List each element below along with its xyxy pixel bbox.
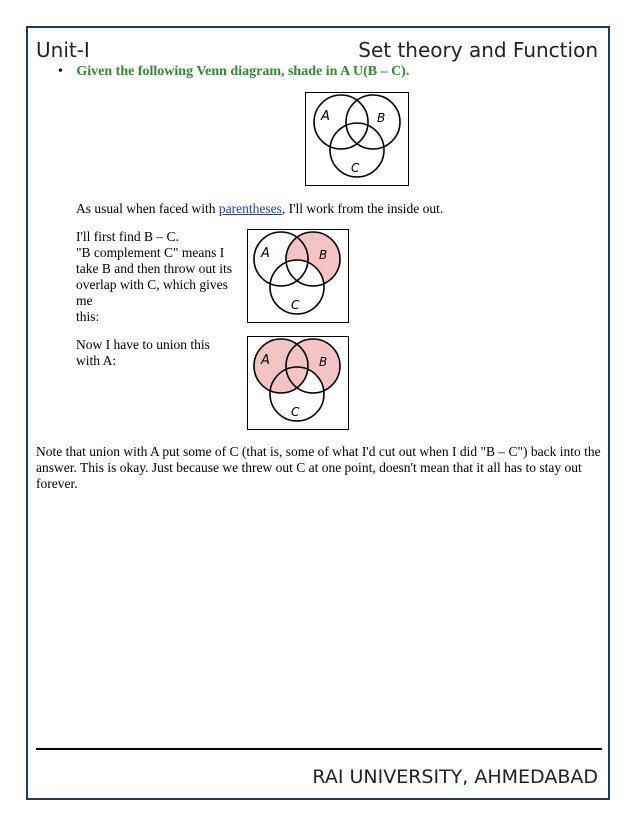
step1-line: I'll first find B – C. xyxy=(76,229,179,244)
bullet-icon: • xyxy=(58,64,63,79)
intro-paragraph xyxy=(76,201,443,217)
venn-diagram-plain xyxy=(305,92,409,186)
label-a: A xyxy=(321,109,330,124)
label-a: A xyxy=(261,246,270,261)
step1-line: this: xyxy=(76,309,100,324)
note-line: answer. This is okay. Just because we threw out C at one point, doesn't mean that it all has to stay out forever. xyxy=(36,460,582,491)
university-name: RAI UNIVERSITY, AHMEDABAD xyxy=(312,766,598,788)
label-b: B xyxy=(319,248,328,262)
label-b: B xyxy=(319,355,328,369)
label-c: C xyxy=(351,161,360,175)
step1-line: overlap with C, which gives me xyxy=(76,277,228,308)
intro-text-start: As usual when faced with xyxy=(76,201,219,216)
intro-text-end: , I'll work from the inside out. xyxy=(281,201,444,216)
chapter-title: Set theory and Function xyxy=(358,38,598,62)
step2-paragraph xyxy=(76,337,246,369)
venn-diagram-b-minus-c xyxy=(247,229,349,323)
footer-divider xyxy=(36,748,602,750)
label-c: C xyxy=(291,405,300,419)
label-b: B xyxy=(377,111,386,125)
question-text: Given the following Venn diagram, shade in A U(B – C). xyxy=(76,64,410,79)
label-a: A xyxy=(261,353,270,368)
note-line: Note that union with A put some of C (that is, some of what I'd cut out when I did "B – C") back into the xyxy=(36,444,601,459)
step2-line: with A: xyxy=(76,353,117,368)
parentheses-link[interactable]: parentheses xyxy=(218,201,282,216)
step1-line: take B and then throw out its xyxy=(76,261,232,276)
unit-label: Unit-I xyxy=(36,38,90,62)
venn-diagram-a-union-b-minus-c xyxy=(247,336,349,430)
step1-line: "B complement C" means I xyxy=(76,245,225,260)
step2-line: Now I have to union this xyxy=(76,337,210,352)
label-c: C xyxy=(291,298,300,312)
question-line xyxy=(58,64,409,80)
note-paragraph xyxy=(36,444,606,492)
step1-paragraph xyxy=(76,229,246,325)
